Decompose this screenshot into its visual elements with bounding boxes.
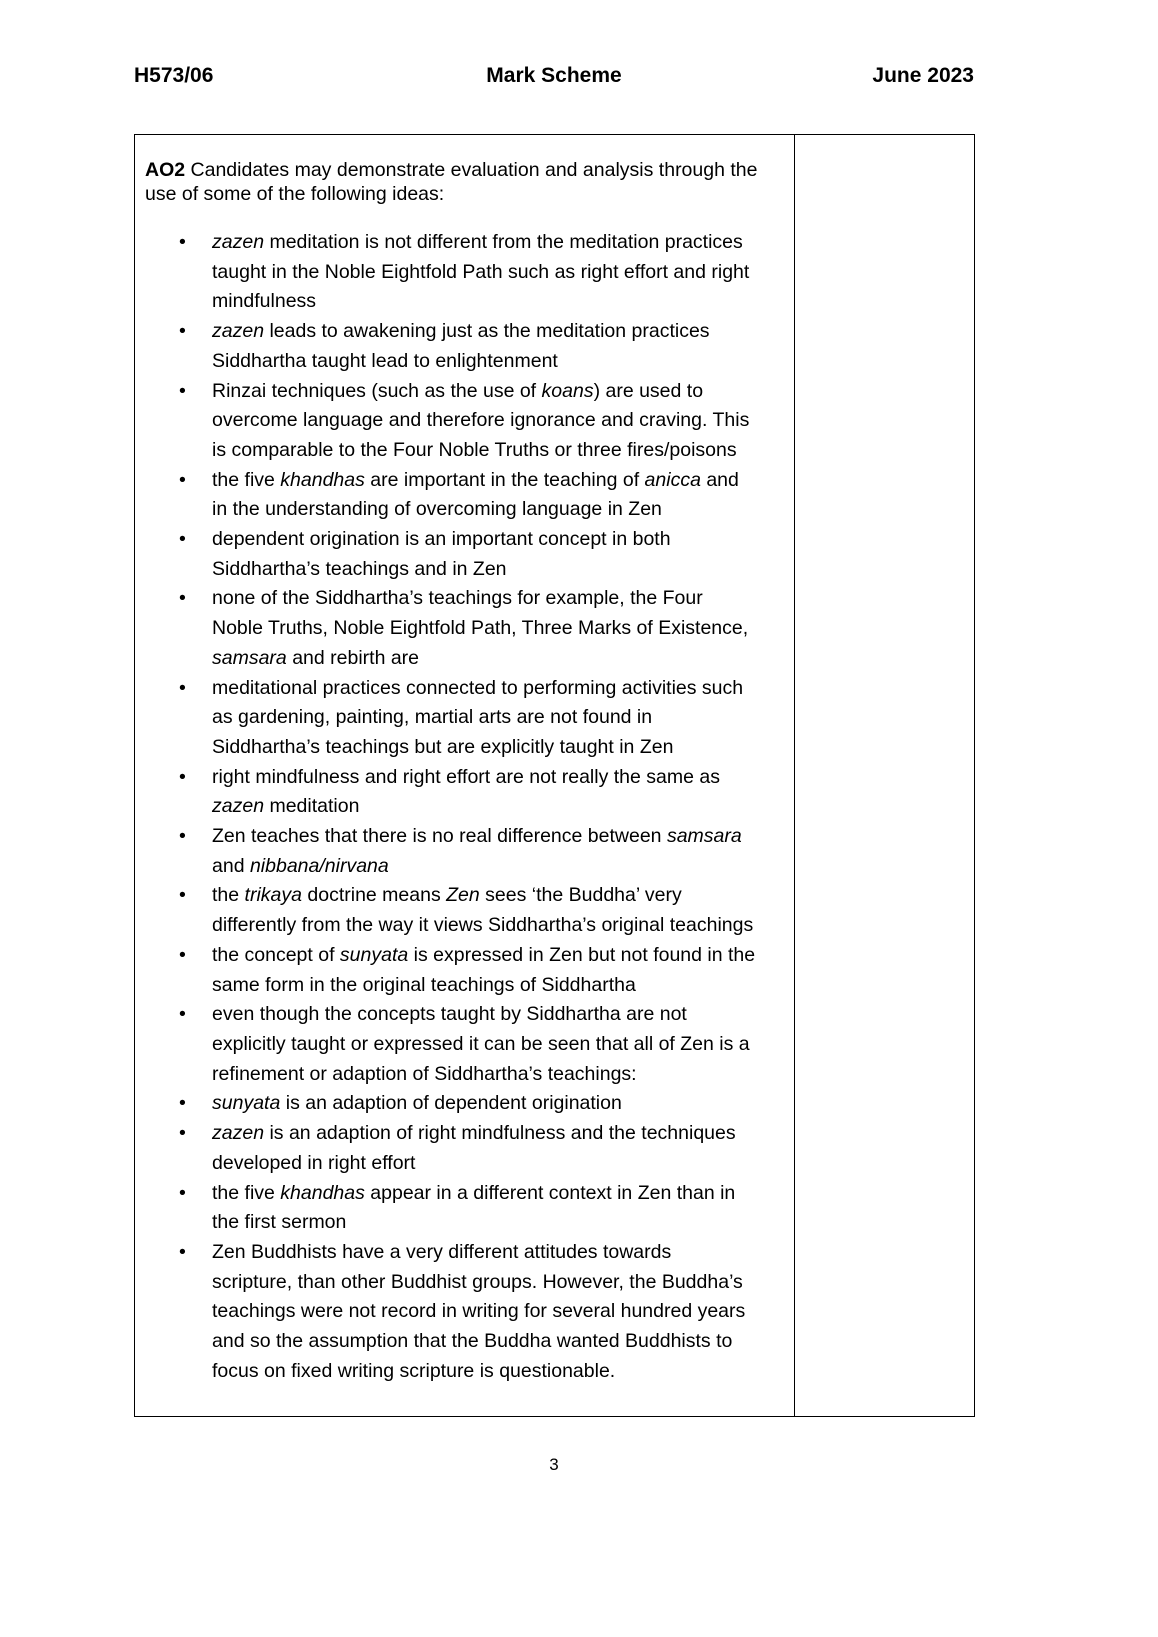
- item-text: Zen teaches that there is no real difference between: [212, 825, 667, 848]
- item-text: none of the Siddhartha’s teachings for example, the Four: [212, 587, 703, 610]
- document-date: June 2023: [872, 64, 974, 87]
- list-item: [135, 317, 794, 376]
- item-text: overcome language and therefore ignorance and craving. This: [212, 409, 750, 432]
- ao2-label: AO2: [145, 159, 186, 181]
- list-item: [135, 941, 794, 1000]
- item-text: taught in the Noble Eightfold Path such as right effort and right: [212, 260, 750, 283]
- list-item: [135, 674, 794, 763]
- item-text: is expressed in Zen but not found in the: [408, 943, 756, 966]
- intro-text: Candidates may demonstrate evaluation and analysis through the use of some of the following ideas:: [145, 159, 758, 205]
- bullet-icon: •: [179, 765, 186, 788]
- italic-term: zazen: [212, 795, 265, 818]
- page-number: 3: [549, 1455, 559, 1474]
- item-text: the: [212, 884, 245, 907]
- item-text: meditational practices connected to performing activities such: [212, 676, 744, 699]
- italic-term: nibbana/nirvana: [249, 854, 389, 877]
- item-text: is an adaption of dependent origination: [280, 1092, 622, 1115]
- item-text: Siddhartha taught lead to enlightenment: [212, 349, 558, 372]
- italic-term: zazen: [212, 231, 265, 253]
- bullet-icon: •: [179, 1092, 186, 1115]
- item-text: the first sermon: [212, 1211, 347, 1234]
- list-item: [135, 881, 794, 940]
- item-text: and rebirth are: [286, 646, 420, 669]
- italic-term: trikaya: [244, 884, 302, 907]
- item-text: Noble Truths, Noble Eightfold Path, Three Marks of Existence,: [212, 617, 749, 640]
- italic-term: Zen: [446, 884, 480, 907]
- bullet-icon: •: [179, 468, 186, 491]
- italic-term: zazen: [212, 1122, 265, 1145]
- item-text: mindfulness: [212, 290, 317, 313]
- item-text: Siddhartha’s teachings and in Zen: [212, 557, 507, 580]
- item-text: even though the concepts taught by Siddhartha are not: [212, 1003, 687, 1026]
- bullet-icon: •: [179, 676, 186, 699]
- list-item: [135, 228, 794, 317]
- italic-term: samsara: [212, 646, 287, 669]
- item-text: teachings were not record in writing for several hundred years: [212, 1300, 746, 1323]
- list-item: [135, 1179, 794, 1238]
- item-text: sees ‘the Buddha’ very: [479, 884, 682, 907]
- mark-scheme-table: [134, 134, 975, 1417]
- bullet-icon: •: [179, 1122, 186, 1145]
- item-text: same form in the original teachings of Siddhartha: [212, 973, 636, 996]
- item-text: explicitly taught or expressed it can be seen that all of Zen is a: [212, 1032, 750, 1055]
- item-text: Siddhartha’s teachings but are explicitly taught in Zen: [212, 735, 674, 758]
- item-text: are important in the teaching of: [364, 468, 645, 491]
- list-item: [135, 763, 794, 822]
- item-text: and: [700, 468, 739, 491]
- italic-term: sunyata: [339, 943, 409, 966]
- item-text: Rinzai techniques (such as the use of: [212, 379, 542, 402]
- bullet-icon: •: [179, 1181, 186, 1204]
- item-text: the five: [212, 468, 281, 491]
- list-item: [135, 822, 794, 881]
- item-text: focus on fixed writing scripture is questionable.: [212, 1359, 616, 1382]
- item-text: doctrine means: [301, 884, 447, 907]
- item-text: in the understanding of overcoming language in Zen: [212, 498, 662, 521]
- item-text: meditation is not different from the meditation practices: [264, 231, 743, 253]
- item-text: is comparable to the Four Noble Truths or three fires/poisons: [212, 438, 737, 461]
- bullet-list: [135, 228, 794, 1386]
- item-text: and: [212, 854, 250, 877]
- item-text: the five: [212, 1181, 281, 1204]
- bullet-icon: •: [179, 528, 186, 551]
- italic-term: samsara: [666, 825, 742, 848]
- bullet-icon: •: [179, 884, 186, 907]
- list-item: [135, 377, 794, 466]
- list-item: [135, 584, 794, 673]
- list-item: [135, 1119, 794, 1178]
- item-text: is an adaption of right mindfulness and the techniques: [264, 1122, 736, 1145]
- bullet-icon: •: [179, 943, 186, 966]
- list-item: [135, 1000, 794, 1089]
- italic-term: zazen: [212, 320, 265, 343]
- bullet-icon: •: [179, 1240, 186, 1263]
- bullet-icon: •: [179, 825, 186, 848]
- bullet-icon: •: [179, 379, 186, 402]
- item-text: dependent origination is an important concept in both: [212, 528, 671, 551]
- bullet-icon: •: [179, 320, 186, 343]
- list-item: [135, 1089, 794, 1119]
- bullet-icon: •: [179, 587, 186, 610]
- item-text: Zen Buddhists have a very different attitudes towards: [212, 1240, 672, 1263]
- item-text: refinement or adaption of Siddhartha’s teachings:: [212, 1062, 637, 1085]
- item-text: the concept of: [212, 943, 340, 966]
- list-item: [135, 525, 794, 584]
- item-text: developed in right effort: [212, 1151, 416, 1174]
- intro-paragraph: [145, 158, 785, 206]
- document-title: Mark Scheme: [486, 64, 622, 87]
- column-divider: [794, 135, 795, 1416]
- italic-term: koans: [541, 379, 594, 402]
- item-text: ) are used to: [593, 379, 704, 402]
- item-text: scripture, than other Buddhist groups. However, the Buddha’s: [212, 1270, 743, 1293]
- item-text: meditation: [264, 795, 360, 818]
- document-code: H573/06: [134, 64, 214, 87]
- item-text: right mindfulness and right effort are not really the same as: [212, 765, 720, 788]
- list-item: [135, 1238, 794, 1387]
- item-text: differently from the way it views Siddhartha’s original teachings: [212, 914, 754, 937]
- item-text: as gardening, painting, martial arts are not found in: [212, 706, 653, 729]
- item-text: leads to awakening just as the meditation practices: [264, 320, 710, 343]
- bullet-icon: •: [179, 1003, 186, 1026]
- item-text: appear in a different context in Zen than in: [364, 1181, 736, 1204]
- item-text: and so the assumption that the Buddha wanted Buddhists to: [212, 1330, 733, 1353]
- italic-term: anicca: [644, 468, 701, 491]
- bullet-icon: •: [179, 231, 186, 253]
- italic-term: khandhas: [280, 1181, 365, 1204]
- list-item: [135, 466, 794, 525]
- italic-term: sunyata: [212, 1092, 281, 1115]
- italic-term: khandhas: [280, 468, 365, 491]
